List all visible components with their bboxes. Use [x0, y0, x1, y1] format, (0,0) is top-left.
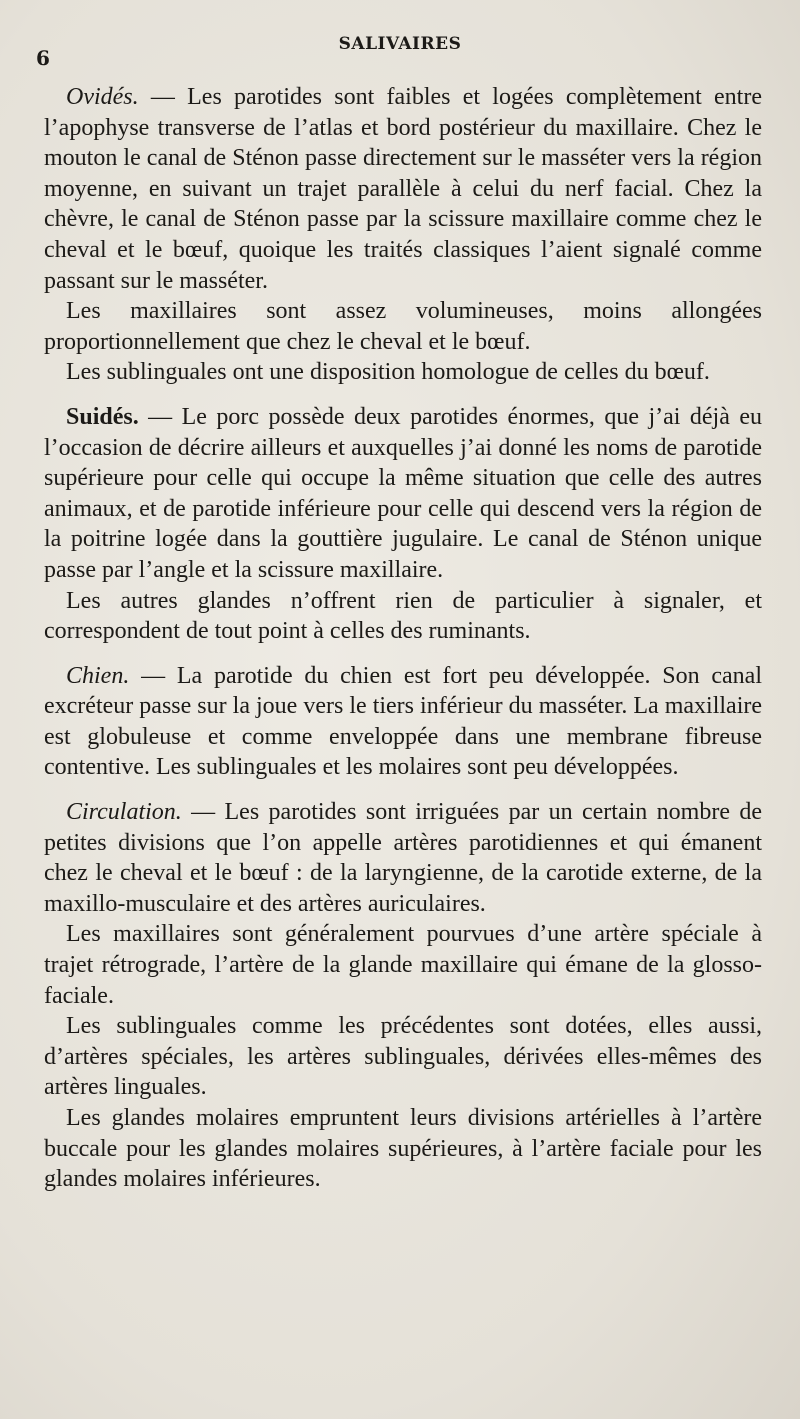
- paragraph: Les sublinguales ont une disposition homologue de celles du bœuf.: [66, 359, 710, 386]
- paragraph-circulation: [44, 797, 762, 919]
- paragraph-ovides: [44, 82, 762, 296]
- running-title: SALIVAIRES: [338, 34, 462, 54]
- paragraph-suides: [44, 402, 762, 586]
- body-text: [44, 82, 762, 1195]
- paragraph-text: — Le porc possède deux parotides énormes, que j’ai déjà eu l’occasion de décrire ailleurs et auxquelles j’ai donné les noms de parotide supérieure pour celle qui occupe la même situation que celle des autres animaux, et de parotide inférieure pour celle qui descend vers la région de la poitrine logée dans la gouttière jugulaire. Le canal de Sténon unique passe par l’angle et la scissure maxillaire.: [44, 403, 762, 583]
- paragraph-lead: Suidés.: [66, 403, 139, 430]
- paragraph-lead: Ovidés.: [66, 84, 139, 110]
- paragraph-lead: Chien.: [66, 662, 130, 689]
- paragraph: Les sublinguales comme les précédentes sont dotées, elles aussi, d’artères spéciales, les artères sublinguales, dérivées elles-mêmes des artères linguales.: [44, 1013, 762, 1101]
- paragraph-chien: [44, 661, 762, 783]
- paragraph-lead: Circulation.: [66, 799, 182, 826]
- paragraph: Les autres glandes n’offrent rien de particulier à signaler, et correspondent de tout point à celles des ruminants.: [44, 587, 762, 645]
- paragraph-text: — La parotide du chien est fort peu développée. Son canal excréteur passe sur la joue vers le tiers inférieur du masséter. La maxillaire est globuleuse et comme enveloppée dans une membrane fibreuse contentive. Les sublinguales et les molaires sont peu développées.: [44, 662, 762, 781]
- paragraph: Les glandes molaires empruntent leurs divisions artérielles à l’artère buccale pour les glandes molaires supérieures, à l’artère faciale pour les glandes molaires inférieures.: [44, 1105, 762, 1193]
- page-number: 6: [36, 46, 50, 70]
- paragraph-text: — Les parotides sont faibles et logées complètement entre l’apophyse transverse de l’atlas et bord postérieur du maxillaire. Chez le mouton le canal de Sténon passe directement sur le masséter vers la région moyenne, en suivant un trajet parallèle à celui du nerf facial. Chez la chèvre, le canal de Sténon passe par la scissure maxillaire comme chez le cheval et le bœuf, quoique les traités classiques l’aient signalé comme passant sur le masséter.: [44, 84, 762, 294]
- paragraph: Les maxillaires sont assez volumineuses, moins allongées proportionnellement que chez le cheval et le bœuf.: [44, 298, 762, 355]
- paragraph: Les maxillaires sont généralement pourvues d’une artère spéciale à trajet rétrograde, l’artère de la glande maxillaire qui émane de la glosso-faciale.: [44, 921, 762, 1009]
- paragraph-text: — Les parotides sont irriguées par un certain nombre de petites divisions que l’on appelle artères parotidiennes et qui émanent chez le cheval et le bœuf : de la laryngienne, de la carotide externe, de la maxillo-musculaire et des artères auriculaires.: [44, 799, 762, 917]
